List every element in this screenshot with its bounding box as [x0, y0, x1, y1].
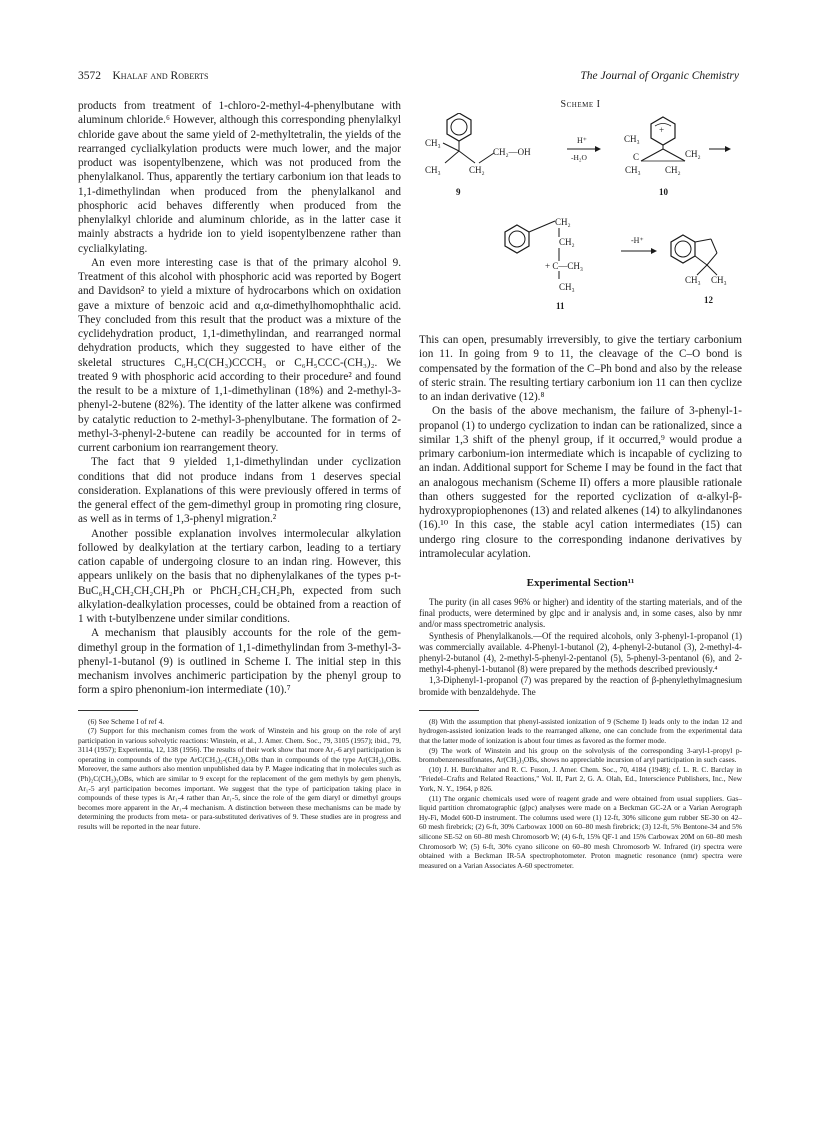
- paragraph: The fact that 9 yielded 1,1-dimethylindan under cyclization conditions that did not produce indans from 1 deserves special consideration. Explanations of this were previously offered in terms of the general effect of the gem-dimethyl group in promoting ring closure, as well as in terms of 1,3-phenyl migration.²: [78, 456, 401, 526]
- methyl-label: CH₃: [711, 275, 727, 285]
- carbocation-label: + C—CH₃: [545, 261, 583, 271]
- page-header: [78, 70, 739, 84]
- reaction-arrow: [621, 236, 657, 254]
- experimental-paragraph: The purity (in all cases 96% or higher) and identity of the starting materials, and of the final products, were determined by glpc and ir analysis and, in some cases, also by nmr and/or mass spectrometric analysis.: [419, 597, 742, 630]
- footnote: (7) Support for this mechanism comes from the work of Winstein and his group on the role of aryl participation in various solvolytic reactions: Winstein, et al., J. Amer. Chem. Soc., 79, 3105 (1957); ibid., 79, 3114 (1957); Experientia, 12, 138 (1956). The results of their work show that more Ar₁-6 aryl participation is operating in compounds of the type ArC(CH₃)₂-(CH₂)₂OBs than in compounds of the type Ar(CH₂)₄OBs. Moreover, the same authors also mention unpublished data by P. Magee indicating that in molecules such as (Ph)₂C(CH₂)₃OBs, which are similar to 9 except for the replacement of the gem methyls by gem phenyls, Ar₁-5 aryl participation becomes important. We suggest that the type of participation taking place in compounds of these types is Ar₁-4 rather than Ar₁-5, since the role of the gem diaryl or dimethyl groups becomes more apparent in the Ar₁-4 mechanism. A distinction between these mechanisms can be made by determining the products from meta- or para-substituted derivatives of 9. These studies are in progress and results will be reported in the near future.: [78, 726, 401, 832]
- experimental-paragraph: 1,3-Diphenyl-1-propanol (7) was prepared by the reaction of β-phenylethylmagnesium bromide with benzaldehyde. The: [419, 675, 742, 697]
- reaction-arrow: [567, 136, 601, 162]
- footnote: (6) See Scheme I of ref 4.: [88, 716, 165, 726]
- footnote: (11) The organic chemicals used were of reagent grade and were obtained from usual suppliers. Gas–liquid partition chromatographic (glpc) analyses were made on a Beckman GC-2A or a Varian Aerograph Hy-Fi, Model 600-D instrument. The columns used were (1) 12-ft, 30% silicone gum rubber SE-30 on 42–60 mesh firebrick; (2) 6-ft, 30% Carbowax 1000 on 60–80 mesh firebrick; (3) 12-ft, 5% Bentone-34 and 5% silicone SE-52 on 60–80 mesh Chromosorb W; (4) 6-ft, 15% QF-1 and 15% Carbowax 20M on 60–80 mesh Chromosorb W; (5) 6-ft, 30% cyano silicone on 60–80 mesh Chromosorb W. Infrared (ir) spectra were obtained with a Beckman IR-5A spectrophotometer. Proton magnetic resonance (nmr) spectra were measured on a Varian Associates A-60 spectrometer.: [419, 793, 742, 870]
- footnote: (9) The work of Winstein and his group on the solvolysis of the corresponding 3-aryl-1-propyl p-bromobenzenesulfonates, Ar(CH₂)₃OBs, shows no appreciable incursion of aryl participation in such cases.: [419, 745, 742, 765]
- reagent-label: H⁺: [577, 136, 587, 145]
- methyl-label: CH₃: [425, 138, 441, 148]
- methyl-label: CH₃: [559, 282, 575, 292]
- experimental-paragraph: Synthesis of Phenylalkanols.—Of the required alcohols, only 3-phenyl-1-propanol (1) was commercially available. 4-Phenyl-1-butanol (2), 4-phenyl-2-butanol (3), 2-methyl-4-phenyl-2-butanol (4), 2-methyl-5-phenyl-2-pentanol (5), 5-phenyl-3-pentanol (6), and 2-methyl-4-phenyl-1-butanol (8) were prepared by the methods described previously.⁴: [419, 630, 742, 675]
- compound-9-structure: [425, 113, 531, 197]
- methyl-label: CH₃: [425, 165, 441, 175]
- methyl-label: CH₃: [625, 165, 641, 175]
- compound-12-structure: [671, 235, 727, 305]
- scheme-title: Scheme I: [560, 99, 601, 110]
- charge-label: +: [659, 125, 665, 135]
- page-header-left: [78, 70, 208, 82]
- compound-number: 10: [659, 187, 668, 197]
- paragraph: On the basis of the above mechanism, the failure of 3-phenyl-1-propanol (1) to undergo cyclization to indan can be rationalized, since a similar 1,3 shift of the phenyl group, if it occurred,⁹ would produe a primary carbonium-ion intermediate which is incapable of cyclizing to an indan. Additional support for Scheme I may be found in the fact that an analogous mechanism (Scheme II) offers a more plausible rationale than others suggested for the reported cyclization of α-alkyl-β-hydroxypropiophenones (13) and related alkenes (14) to alkylindanones (16).¹⁰ In this case, the stable acyl cation intermediates (15) can undergo ring closure to the corresponding indanone derivatives by intramolecular acylation.: [419, 405, 742, 560]
- reagent-label: -H⁺: [631, 236, 644, 245]
- journal-name: The Journal of Organic Chemistry: [580, 70, 739, 82]
- right-column: [419, 333, 742, 870]
- paragraph: A mechanism that plausibly accounts for the role of the gem-dimethyl group in the formation of 1,1-dimethylindan from 3-methyl-3-phenyl-1-butanol (9) is outlined in Scheme I. The initial step in this mechanism involves anchimeric participation by the phenyl group to form a spiro phenonium-ion intermediate (10).⁷: [78, 627, 401, 697]
- methylene-label: CH₂: [665, 165, 681, 175]
- methyl-label: CH₃: [685, 275, 701, 285]
- compound-number: 9: [456, 187, 461, 197]
- compound-number: 12: [704, 295, 713, 305]
- methylene-label: CH₂: [559, 237, 575, 247]
- paragraph: products from treatment of 1-chloro-2-methyl-4-phenylbutane with aluminum chloride.⁶ However, although this corresponding phenylalkyl chloride gave about the same yield of 2-methyltetralin, the yields of the rearranged cyclialkylation products were much lower, and the major product was isopentylbenzene, which was not produced from the phenylalkanol. Thus, apparently the tertiary carbonium ion that leads to 1,1-dimethylindan when produced from the phenylalkanol and phosphoric acid behaves differently when produced from the phenylalkyl chloride and aluminum chloride, as in the latter case it mainly abstracts a hydride ion to yield isopentylbenzene rather than cyclialkylating.: [78, 100, 401, 255]
- footnote-divider: [419, 710, 479, 711]
- footnote-divider: [78, 710, 138, 711]
- methylene-label: CH₂: [555, 217, 571, 227]
- footnote: (10) J. H. Burckhalter and R. C. Fuson, J. Amer. Chem. Soc., 70, 4184 (1948); cf. L. R. C. Barclay in "Friedel–Crafts and Related Reactions," Vol. II, Part 2, G. A. Olah, Ed., Interscience Publishers, Inc., New York, N. Y., 1964, p 826.: [419, 764, 742, 793]
- page-number: 3572: [78, 70, 101, 82]
- left-column: [78, 99, 401, 832]
- paragraph: Another possible explanation involves intermolecular alkylation followed by dealkylation at the tertiary carbon, leading to a tertiary cation capable of undergoing closure to an indan ring. However, this appears unlikely on the basis that no diphenylalkanes of the types p-t-BuC₆H₄CH₂CH₂CH₂Ph or PhCH₂CH₂CH₂Ph, expected from such alkylation-dealkylation processes, could be obtained from a reaction of 1 with t-butylbenzene under similar conditions.: [78, 527, 401, 625]
- aromatic-circle: [451, 119, 467, 135]
- methylene-label: CH₂: [685, 149, 701, 159]
- methyl-label: CH₃: [624, 134, 640, 144]
- footnote: (8) With the assumption that phenyl-assisted ionization of 9 (Scheme I) leads only to the indan 12 and hydrogen-assisted ionization leads to the rearranged alkene, one can conclude from the experimental data that the latter mode of ionization is about four times as favored as the former mode.: [419, 716, 742, 746]
- reagent-label: -H₂O: [571, 153, 587, 162]
- scheme-diagram: [419, 113, 742, 328]
- carbon-label: C: [633, 152, 640, 162]
- paragraph: An even more interesting case is that of the primary alcohol 9. Treatment of this alcohol with phosphoric acid was reported by Bogert and Davidson² to yield a mixture of hydrocarbons which on oxidation gave a mixture of benzoic acid and α,α-dimethylhomophthalic acid. They concluded from this result that the product was a mixture of the cyclidehydration product, 1,1-dimethylindan, and rearranged normal dehydration products, which they suggested to have either of the skeletal structures C₆H₅C(CH₃)CCCH₃ or C₆H₅CCC-(CH₃)₂. We treated 9 with phosphoric acid according to their procedure² and found the result to be a mixture of 1,1-dimethylinan (18%) and 2-methyl-3-phenyl-2-butene (82%). The identity of the latter alkene was confirmed by catalytic reduction to 2-methyl-3-phenylbutane. The formation of 2-methyl-3-phenyl-2-butene can readily be accounted for in terms of current carbonium ion rearrangement theory.: [78, 256, 401, 454]
- methylene-label: CH₂: [469, 165, 485, 175]
- scheme-figure: [419, 113, 742, 328]
- paragraph: This can open, presumably irreversibly, to give the tertiary carbonium ion 11. In going from 9 to 11, the cleavage of the C–O bond is compensated by the formation of the C–Ph bond and also by the release of steric strain. The resulting tertiary carbonium ion 11 can then cyclize to an indan derivative (12).⁸: [419, 334, 742, 403]
- compound-10-structure: [624, 117, 731, 197]
- hydroxymethyl-label: CH₂—OH: [493, 147, 531, 157]
- compound-number: 11: [556, 301, 565, 311]
- section-heading: Experimental Section¹¹: [526, 577, 635, 589]
- compound-11-structure: [505, 217, 583, 311]
- running-authors: Khalaf and Roberts: [112, 70, 209, 82]
